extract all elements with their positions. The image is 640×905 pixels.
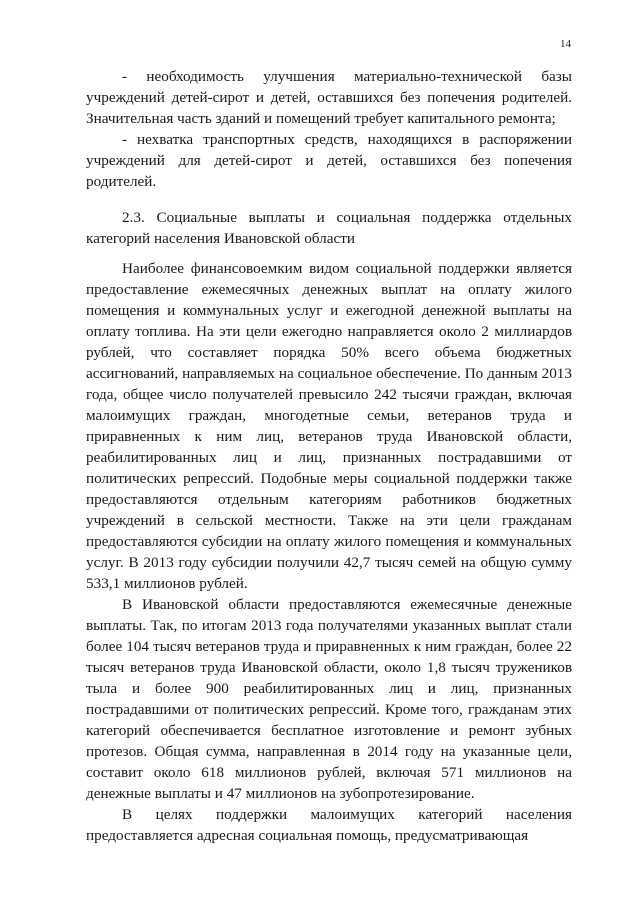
paragraph-targeted-assistance: В целях поддержки малоимущих категорий населения предоставляется адресная социальная помощь, предусматривающая — [86, 806, 572, 844]
paragraph-housing-payments: Наиболее финансовоемким видом социальной поддержки является предоставление ежемесячных денежных выплат на оплату жилого помещения и коммунальных услуг и ежегодной денежной выплаты на оплату топлива. На эти цели ежегодно направляется около 2 миллиардов рублей, что составляет порядка 50% всего объема бюджетных ассигнований, направляемых на социальное обеспечение. По данным 2013 года, общее число получателей превысило 242 тысячи граждан, включая малоимущих граждан, многодетные семьи, ветеранов труда и приравненных к ним лиц, ветеранов труда Ивановской области, реабилитированных лиц и лиц, признанных пострадавшими от политических репрессий. Подобные меры социальной поддержки также предоставляются отдельным категориям работников бюджетных учреждений в сельской местности. Также на эти цели гражданам предоставляются субсидии на оплату жилого помещения и коммунальных услуг. В 2013 году субсидии получили 42,7 тысяч семей на общую сумму 533,1 миллионов рублей. — [86, 260, 572, 592]
bullet-item-transport: - нехватка транспортных средств, находящихся в распоряжении учреждений для детей-сирот и детей, оставшихся без попечения родителей. — [86, 131, 572, 190]
bullet-item-material-base: - необходимость улучшения материально-технической базы учреждений детей-сирот и детей, оставшихся без попечения родителей. Значительная часть зданий и помещений требует капитального ремонта; — [86, 68, 572, 127]
paragraph-monthly-payments: В Ивановской области предоставляются ежемесячные денежные выплаты. Так, по итогам 2013 года получателями указанных выплат стали более 104 тысяч ветеранов труда и приравненных к ним граждан, более 22 тысяч ветеранов труда Ивановской области, около 1,8 тысяч тружеников тыла и более 900 реабилитированных лиц и лиц, признанных пострадавшими от политических репрессий. Кроме того, гражданам этих категорий обеспечивается бесплатное изготовление и ремонт зубных протезов. Общая сумма, направленная в 2014 году на указанные цели, составит около 618 миллионов рублей, включая 571 миллионов на денежные выплаты и 47 миллионов на зубопротезирование. — [86, 596, 572, 802]
heading-gap — [86, 249, 572, 258]
section-heading: 2.3. Социальные выплаты и социальная поддержка отдельных категорий населения Ивановской области — [86, 209, 572, 247]
page-content — [86, 66, 572, 846]
page-number: 14 — [560, 38, 571, 50]
section-gap — [86, 192, 572, 207]
